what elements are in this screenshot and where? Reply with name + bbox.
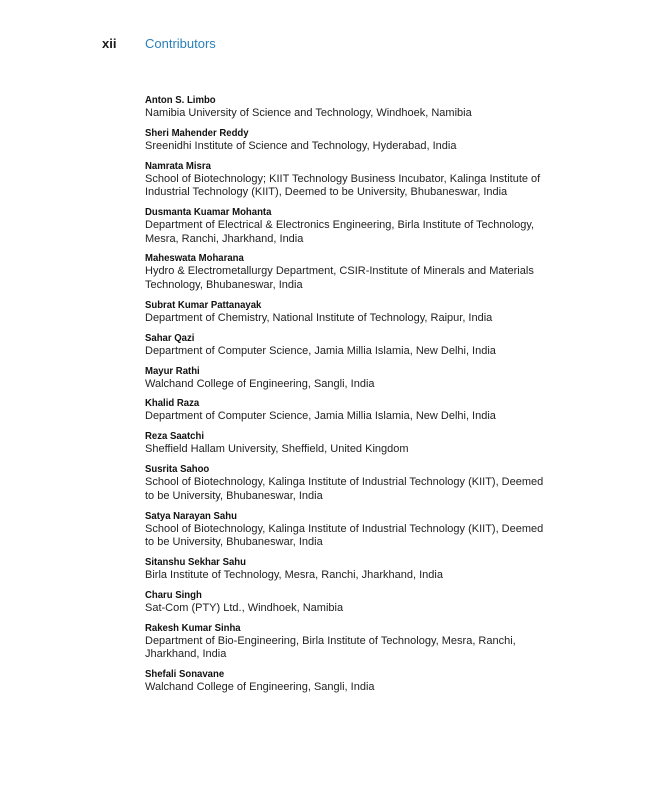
- contributor-entry: [145, 622, 605, 662]
- contributor-entry: [145, 365, 605, 391]
- page-header: [102, 36, 216, 52]
- contributor-name: Sahar Qazi: [145, 332, 195, 344]
- contributor-name: Dusmanta Kuamar Mohanta: [145, 207, 272, 219]
- contributor-entry: [145, 127, 605, 153]
- contributor-affiliation: Birla Institute of Technology, Mesra, Ranchi, Jharkhand, India: [145, 568, 443, 581]
- contributor-entry: [145, 589, 605, 615]
- contributor-affiliation: Department of Bio-Engineering, Birla Institute of Technology, Mesra, Ranchi, Jharkhand, India: [145, 634, 516, 661]
- contributor-name: Anton S. Limbo: [145, 95, 216, 106]
- contributor-name: Rakesh Kumar Sinha: [145, 622, 241, 634]
- contributor-name: Susrita Sahoo: [145, 464, 210, 476]
- contributor-list: [145, 94, 605, 701]
- contributor-entry: [145, 397, 605, 423]
- contributor-affiliation: Department of Computer Science, Jamia Millia Islamia, New Delhi, India: [145, 410, 496, 423]
- contributor-name: Maheswata Moharana: [145, 253, 244, 265]
- contributor-affiliation: Walchand College of Engineering, Sangli, India: [145, 377, 375, 390]
- contributor-entry: [145, 332, 605, 358]
- contributor-entry: [145, 206, 605, 246]
- contributor-entry: [145, 252, 605, 292]
- contributor-name: Sheri Mahender Reddy: [145, 127, 249, 139]
- contributor-name: Khalid Raza: [145, 398, 200, 410]
- contributor-entry: [145, 160, 605, 200]
- contributor-name: Subrat Kumar Pattanayak: [145, 299, 262, 311]
- contributor-affiliation: Walchand College of Engineering, Sangli, India: [145, 681, 375, 694]
- contributor-affiliation: Hydro & Electrometallurgy Department, CSIR-Institute of Minerals and Materials Technology, Bhubaneswar, India: [145, 265, 534, 291]
- contributor-name: Shefali Sonavane: [145, 669, 225, 681]
- contributor-affiliation: Department of Chemistry, National Institute of Technology, Raipur, India: [145, 311, 493, 324]
- page-number: xii: [102, 36, 117, 51]
- contributor-entry: [145, 299, 605, 325]
- contributor-affiliation: Sheffield Hallam University, Sheffield, United Kingdom: [145, 443, 409, 456]
- contributor-affiliation: School of Biotechnology; KIIT Technology Business Incubator, Kalinga Institute of Industrial Technology (KIIT), Deemed to be University, Bhubaneswar, India: [145, 172, 541, 199]
- contributor-entry: [145, 668, 605, 694]
- contributor-name: Sitanshu Sekhar Sahu: [145, 556, 246, 568]
- contributor-name: Charu Singh: [145, 589, 202, 601]
- contributor-affiliation: School of Biotechnology, Kalinga Institute of Industrial Technology (KIIT), Deemed to be University, Bhubaneswar, India: [145, 522, 544, 548]
- contributor-affiliation: Department of Electrical & Electronics Engineering, Birla Institute of Technology, Mesra, Ranchi, Jharkhand, India: [145, 219, 535, 245]
- contributor-entry: [145, 556, 605, 582]
- contributor-entry: [145, 430, 605, 456]
- contributor-name: Namrata Misra: [145, 160, 211, 172]
- running-head: Contributors: [145, 36, 216, 51]
- contributor-affiliation: Sreenidhi Institute of Science and Technology, Hyderabad, India: [145, 139, 457, 152]
- contributor-entry: [145, 510, 605, 550]
- contributor-affiliation: Sat-Com (PTY) Ltd., Windhoek, Namibia: [145, 601, 344, 614]
- contributor-name: Mayur Rathi: [145, 365, 200, 377]
- contributor-entry: [145, 94, 605, 120]
- contributor-name: Satya Narayan Sahu: [145, 510, 237, 522]
- contributor-affiliation: School of Biotechnology, Kalinga Institute of Industrial Technology (KIIT), Deemed to be University, Bhubaneswar, India: [145, 476, 544, 502]
- contributor-name: Reza Saatchi: [145, 431, 204, 443]
- contributor-entry: [145, 463, 605, 503]
- contributor-affiliation: Namibia University of Science and Technology, Windhoek, Namibia: [145, 107, 472, 119]
- contributor-affiliation: Department of Computer Science, Jamia Millia Islamia, New Delhi, India: [145, 344, 496, 357]
